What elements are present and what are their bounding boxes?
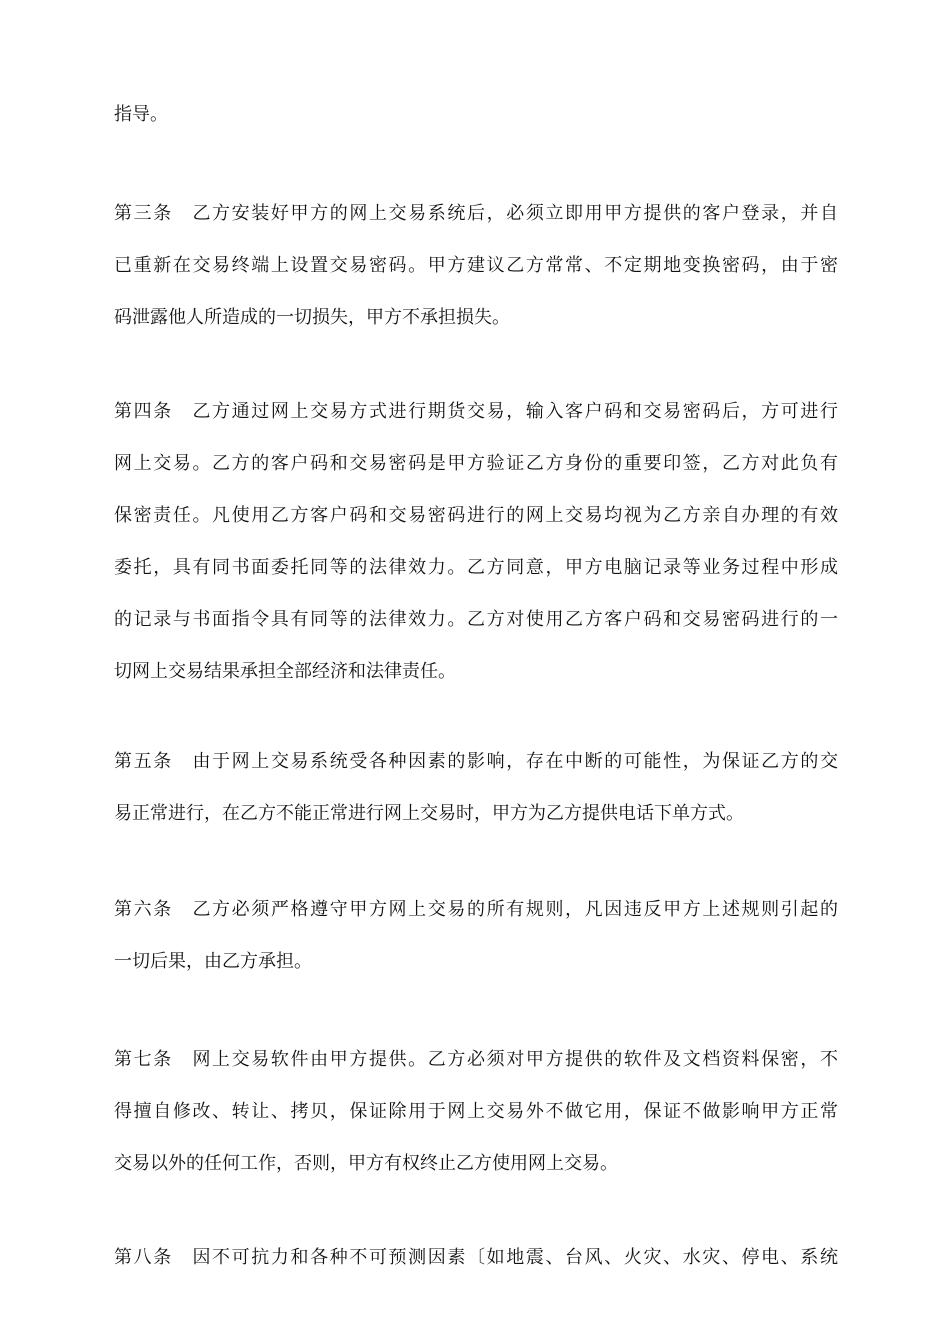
- paragraph-line: 第三条 乙方安装好甲方的网上交易系统后，必须立即用甲方提供的客户登录，并自: [114, 203, 838, 224]
- paragraph-line: 交易以外的任何工作，否则，甲方有权终止乙方使用网上交易。: [114, 1153, 618, 1174]
- paragraph-line: 委托，具有同书面委托同等的法律效力。乙方同意，甲方电脑记录等业务过程中形成: [114, 557, 838, 578]
- paragraph-line: 第七条 网上交易软件由甲方提供。乙方必须对甲方提供的软件及文档资料保密，不: [114, 1049, 838, 1070]
- paragraph-line: 的记录与书面指令具有同等的法律效力。乙方对使用乙方客户码和交易密码进行的一: [114, 609, 838, 630]
- paragraph-line: 得擅自修改、转让、拷贝，保证除用于网上交易外不做它用，保证不做影响甲方正常: [114, 1101, 838, 1122]
- paragraph-line: 切网上交易结果承担全部经济和法律责任。: [114, 661, 456, 682]
- paragraph-line: 第八条 因不可抗力和各种不可预测因素〔如地震、台风、火灾、水灾、停电、系统: [114, 1247, 838, 1268]
- paragraph-line: 一切后果，由乙方承担。: [114, 951, 312, 972]
- paragraph-article-8: [114, 1232, 838, 1284]
- paragraph-line: 码泄露他人所造成的一切损失，甲方不承担损失。: [114, 307, 510, 328]
- paragraph-line: 第六条 乙方必须严格遵守甲方网上交易的所有规则，凡因违反甲方上述规则引起的: [114, 899, 838, 920]
- paragraph-article-3: [114, 188, 838, 344]
- paragraph-article-5: [114, 736, 838, 840]
- paragraph-article-6: [114, 884, 838, 988]
- paragraph-line: 保密责任。凡使用乙方客户码和交易密码进行的网上交易均视为乙方亲自办理的有效: [114, 505, 838, 526]
- paragraph-line: 第五条 由于网上交易系统受各种因素的影响，存在中断的可能性，为保证乙方的交: [114, 751, 838, 772]
- paragraph-line: 易正常进行，在乙方不能正常进行网上交易时，甲方为乙方提供电话下单方式。: [114, 803, 744, 824]
- paragraph-line: 已重新在交易终端上设置交易密码。甲方建议乙方常常、不定期地变换密码，由于密: [114, 255, 838, 276]
- paragraph-continuation: [114, 89, 838, 141]
- paragraph-line: 第四条 乙方通过网上交易方式进行期货交易，输入客户码和交易密码后，方可进行: [114, 401, 838, 422]
- paragraph-line: 网上交易。乙方的客户码和交易密码是甲方验证乙方身份的重要印签，乙方对此负有: [114, 453, 838, 474]
- paragraph-article-7: [114, 1034, 838, 1190]
- paragraph-article-4: [114, 386, 838, 698]
- paragraph-line: 指导。: [114, 104, 168, 125]
